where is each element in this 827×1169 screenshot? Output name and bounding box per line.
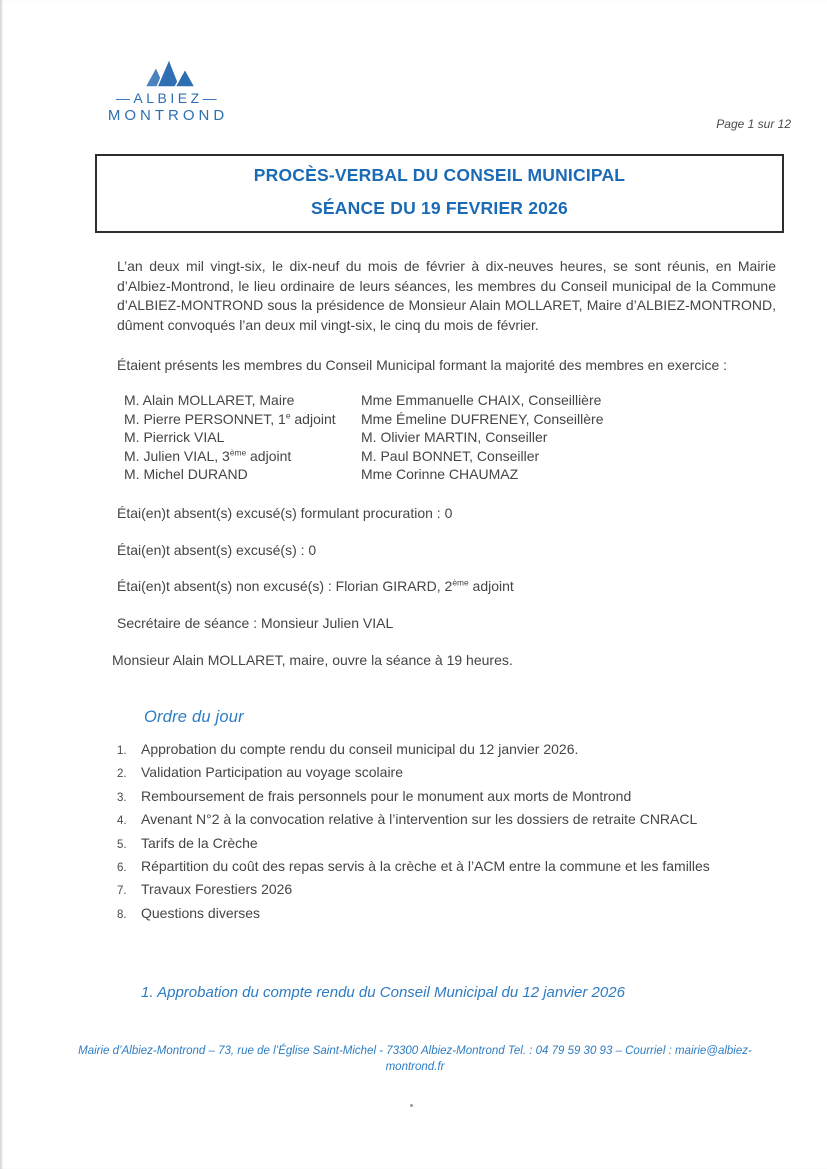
agenda-item-number: 5. <box>117 838 127 851</box>
session-secretary-line: Secrétaire de séance : Monsieur Julien VIAL <box>117 615 394 631</box>
agenda-item <box>117 809 787 832</box>
page-number: Page 1 sur 12 <box>716 117 791 131</box>
agenda-item <box>117 856 787 879</box>
footer-address-line: montrond.fr <box>385 1061 445 1073</box>
agenda-item <box>117 833 787 856</box>
agenda-item <box>117 903 787 926</box>
agenda-item-number: 7. <box>117 885 127 898</box>
agenda-item-text: Travaux Forestiers 2026 <box>141 881 293 898</box>
agenda-item-number: 8. <box>117 908 127 921</box>
agenda-heading: Ordre du jour <box>144 708 244 726</box>
agenda-item-number: 4. <box>117 815 127 828</box>
member-name: Mme Emmanuelle CHAIX, Conseillière <box>361 392 602 408</box>
member-name: Mme Émeline DUFRENEY, Conseillère <box>361 410 604 427</box>
session-date: SÉANCE DU 19 FEVRIER 2026 <box>311 198 568 218</box>
session-opening-line: Monsieur Alain MOLLARET, maire, ouvre la séance à 19 heures. <box>112 652 513 668</box>
scan-speck <box>410 1104 413 1107</box>
absent-excused-line: Étai(en)t absent(s) excusé(s) : 0 <box>117 542 317 558</box>
member-name: M. Julien VIAL, 3ème adjoint <box>124 447 292 464</box>
agenda-item-number: 2. <box>117 768 127 781</box>
agenda-item-text: Tarifs de la Crèche <box>141 834 258 851</box>
agenda-list <box>117 739 787 926</box>
municipality-logo <box>98 58 238 124</box>
agenda-item-number: 1. <box>117 745 127 757</box>
agenda-item-text: Avenant N°2 à la convocation relative à l’intervention sur les dossiers de retraite CNRACL <box>141 811 698 828</box>
logo-text-montrond: MONTROND <box>107 107 229 124</box>
absent-procuration-line: Étai(en)t absent(s) excusé(s) formulant procuration : 0 <box>117 505 453 521</box>
logo-text-albiez: —ALBIEZ— <box>115 90 221 106</box>
member-name: M. Pierrick VIAL <box>124 429 225 446</box>
title-box <box>95 154 784 233</box>
member-name: M. Michel DURAND <box>124 466 248 483</box>
mountains-icon <box>137 58 199 88</box>
member-name: M. Alain MOLLARET, Maire <box>124 392 295 408</box>
agenda-item <box>117 786 787 809</box>
agenda-item-number: 3. <box>117 791 127 804</box>
member-row <box>124 447 776 466</box>
document-title: PROCÈS-VERBAL DU CONSEIL MUNICIPAL <box>253 165 626 185</box>
agenda-item <box>117 739 787 762</box>
agenda-item <box>117 879 787 902</box>
agenda-item-text: Remboursement de frais personnels pour le monument aux morts de Montrond <box>141 787 632 804</box>
agenda-item-text: Validation Participation au voyage scolaire <box>141 764 404 781</box>
agenda-item-number: 6. <box>117 862 127 875</box>
agenda-item-text: Questions diverses <box>141 904 261 921</box>
member-name: M. Paul BONNET, Conseiller <box>361 447 540 464</box>
footer-address-line: Mairie d’Albiez-Montrond – 73, rue de l’Église Saint-Michel - 73300 Albiez-Montrond Tel. : 04 79 59 30 93 – Courriel : mairie@albiez- <box>78 1045 752 1057</box>
absent-non-excused-line: Étai(en)t absent(s) non excusé(s) : Florian GIRARD, 2ème adjoint <box>117 577 514 594</box>
agenda-item-text: Répartition du coût des repas servis à la crèche et à l’ACM entre la commune et les familles <box>141 858 710 875</box>
page-footer <box>60 1043 770 1075</box>
agenda-item-text: Approbation du compte rendu du conseil municipal du 12 janvier 2026. <box>141 741 579 757</box>
presence-intro: Étaient présents les membres du Conseil Municipal formant la majorité des membres en exercice : <box>117 357 728 373</box>
intro-paragraph: L’an deux mil vingt-six, le dix-neuf du mois de février à dix-neuves heures, se sont réunis, en Mairie d’Albiez-Montrond, le lieu ordinaire de leurs séances, les membres du Conseil municipal de la Commune d’ALBIEZ-MONTROND sous la présidence de Monsieur Alain MOLLARET, Maire d’ALBIEZ-MONTROND, dûment convoqués l’an deux mil vingt-six, le cinq du mois de février. <box>117 258 776 333</box>
member-row <box>124 428 776 447</box>
member-row <box>124 410 776 429</box>
member-name: M. Olivier MARTIN, Conseiller <box>361 429 548 446</box>
member-row <box>124 391 776 410</box>
member-name: Mme Corinne CHAUMAZ <box>361 466 519 483</box>
member-row <box>124 465 776 484</box>
members-list <box>124 391 776 484</box>
section-1-heading: 1. Approbation du compte rendu du Conseil Municipal du 12 janvier 2026 <box>141 984 625 1001</box>
agenda-item <box>117 762 787 785</box>
member-name: M. Pierre PERSONNET, 1e adjoint <box>124 409 336 427</box>
